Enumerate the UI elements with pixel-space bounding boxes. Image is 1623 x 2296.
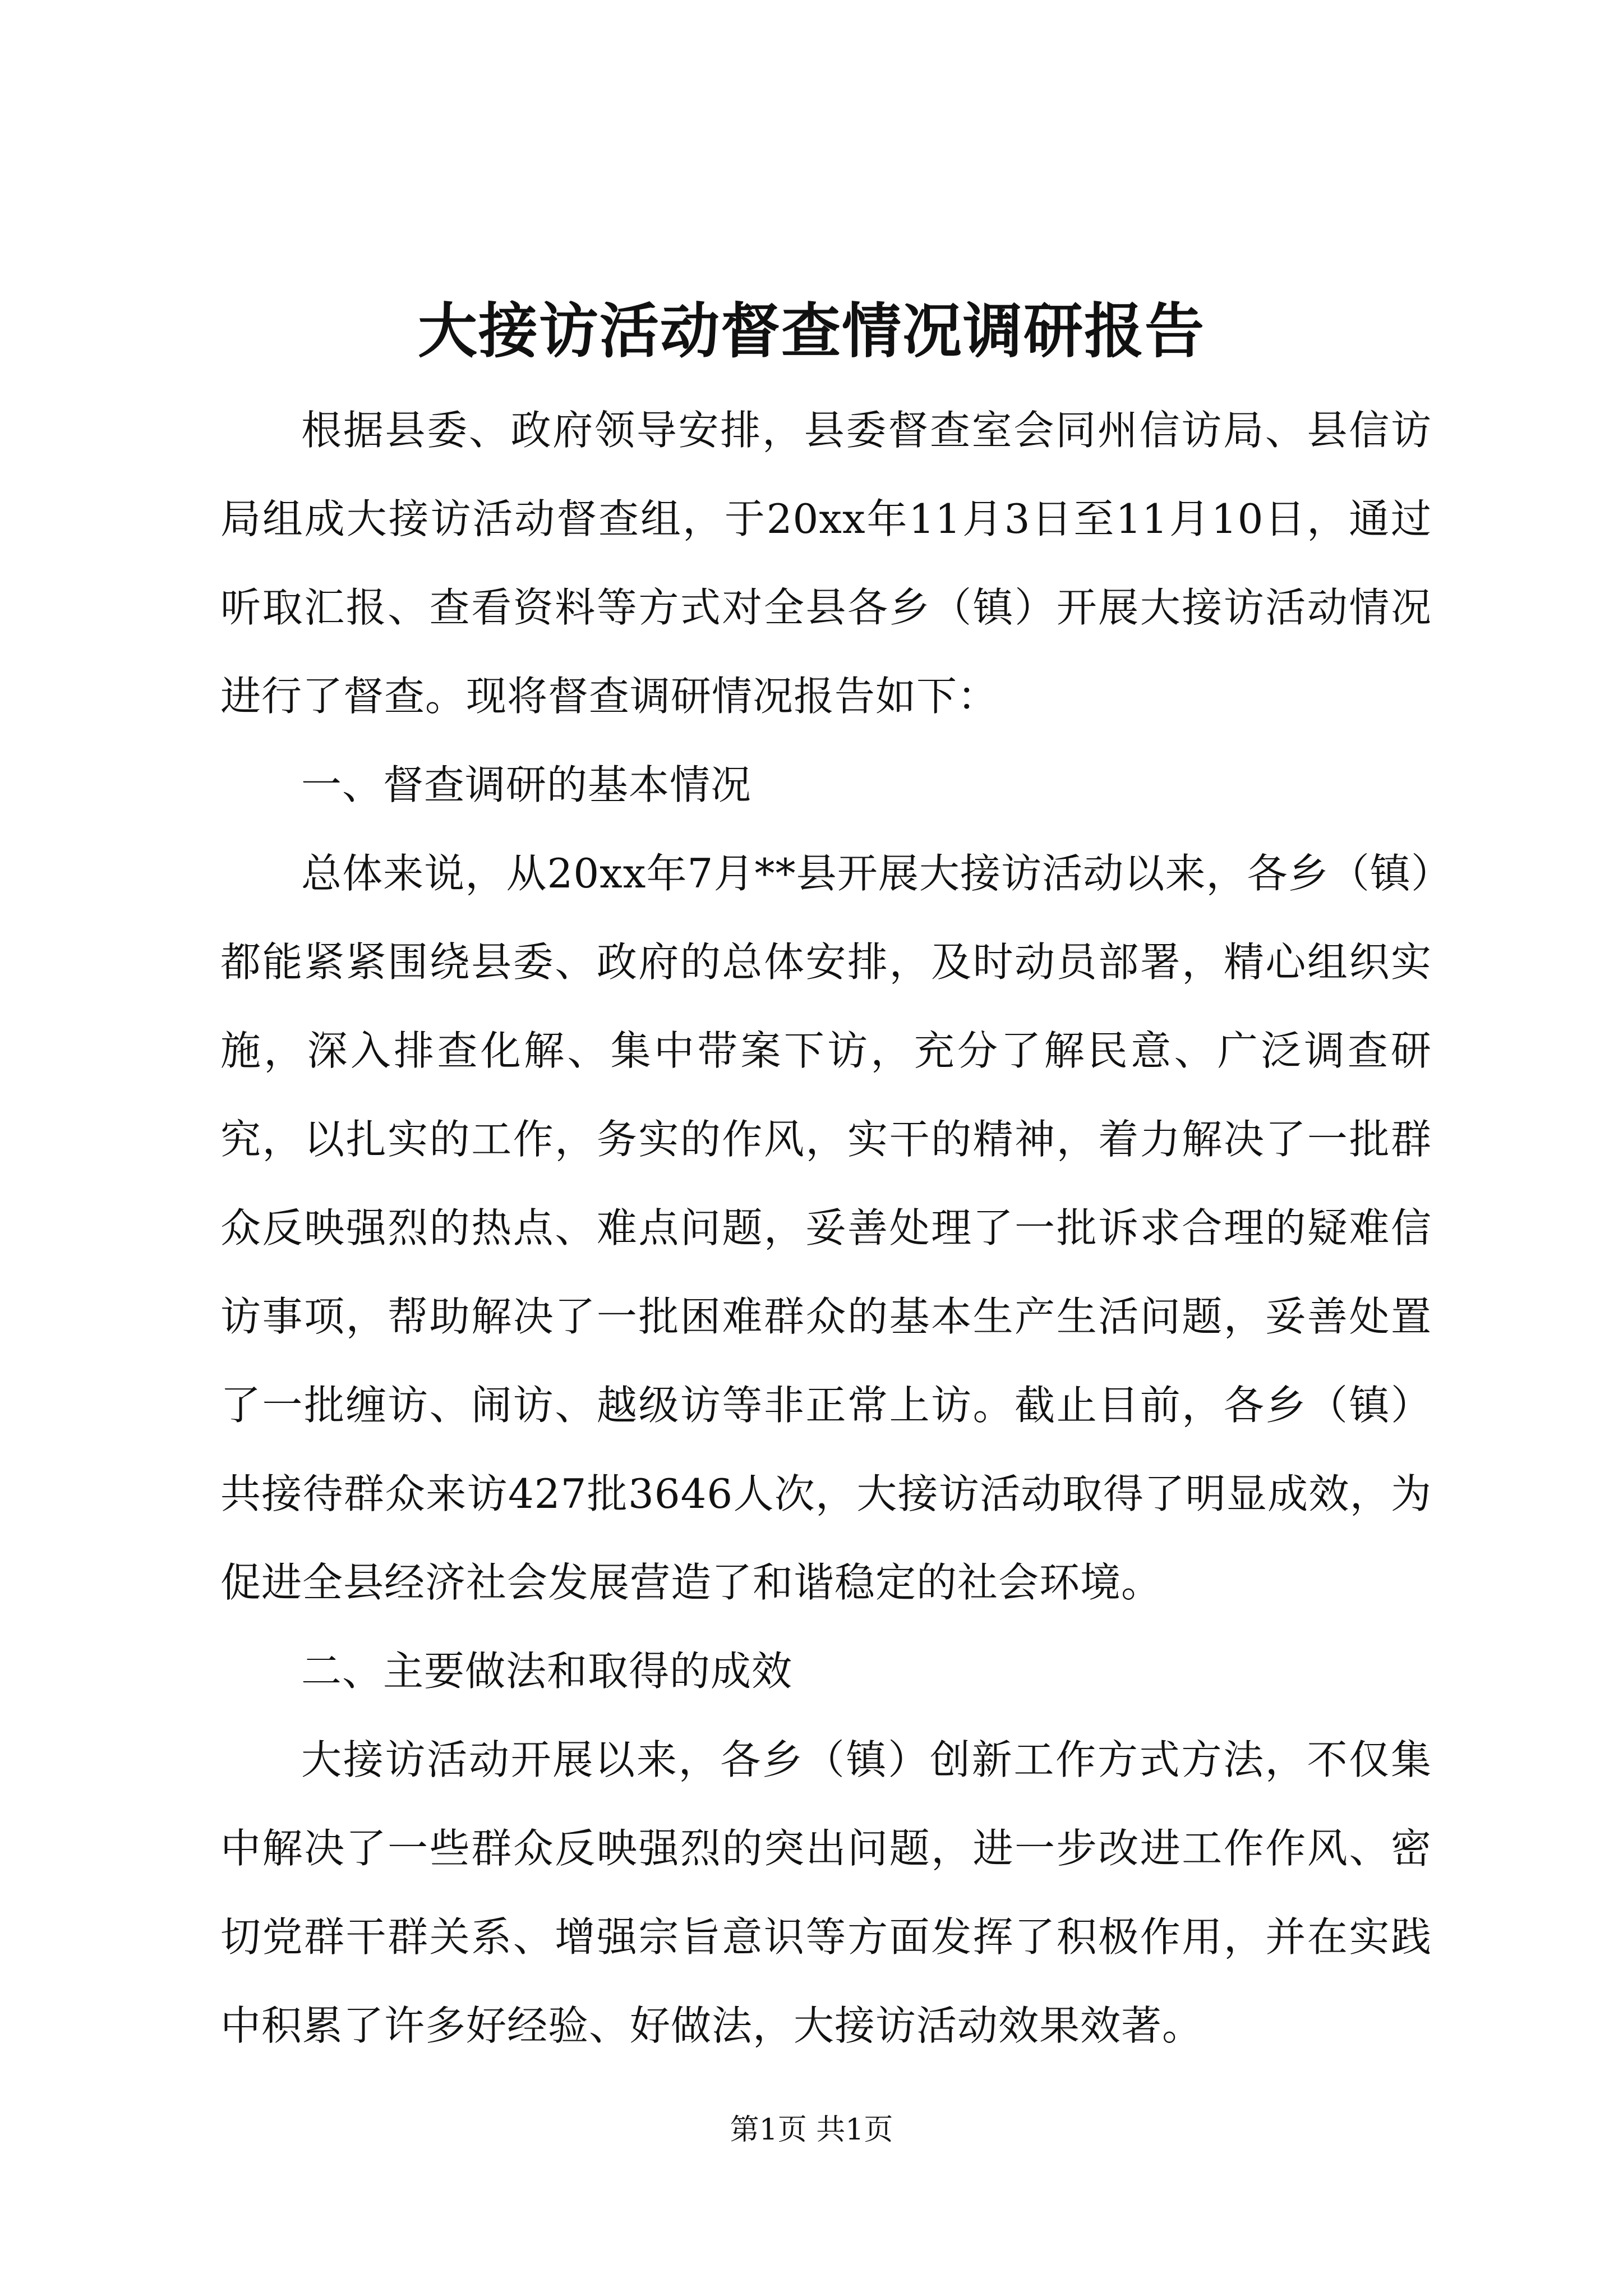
section-heading-1: 一、督查调研的基本情况 [301,761,752,808]
page-footer: 第1页 共1页 [730,2113,893,2147]
section-1-paragraph: 总体来说，从20xx年7月**县开展大接访活动以来，各乡（镇）都能紧紧围绕县委、政府的总体安排，及时动员部署，精心组织实施，深入排查化解、集中带案下访，充分了解民意、广泛调查研究，以扎实的工作，务实的作风，实干的精神，着力解决了一批群众反映强烈的热点、难点问题，妥善处理了一批诉求合理的疑难信访事项，帮助解决了一批困难群众的基本生产生活问题，妥善处置了一批缠访、闹访、越级访等非正常上访。截止目前，各乡（镇）共接待群众来访427批3646人次，大接访活动取得了明显成效，为促进全县经济社会发展营造了和谐稳定的社会环境。 [220,850,1432,1606]
section-heading-2: 二、主要做法和取得的成效 [301,1648,793,1695]
document-body [220,386,1432,2070]
document-title: 大接访活动督查情况调研报告 [418,296,1205,366]
intro-paragraph: 根据县委、政府领导安排，县委督查室会同州信访局、县信访局组成大接访活动督查组，于20xx年11月3日至11月10日，通过听取汇报、查看资料等方式对全县各乡（镇）开展大接访活动情况进行了督查。现将督查调研情况报告如下： [220,407,1432,720]
section-2-paragraph: 大接访活动开展以来，各乡（镇）创新工作方式方法，不仅集中解决了一些群众反映强烈的突出问题，进一步改进工作作风、密切党群干群关系、增强宗旨意识等方面发挥了积极作用，并在实践中积累了许多好经验、好做法，大接访活动效果效著。 [220,1736,1432,2049]
